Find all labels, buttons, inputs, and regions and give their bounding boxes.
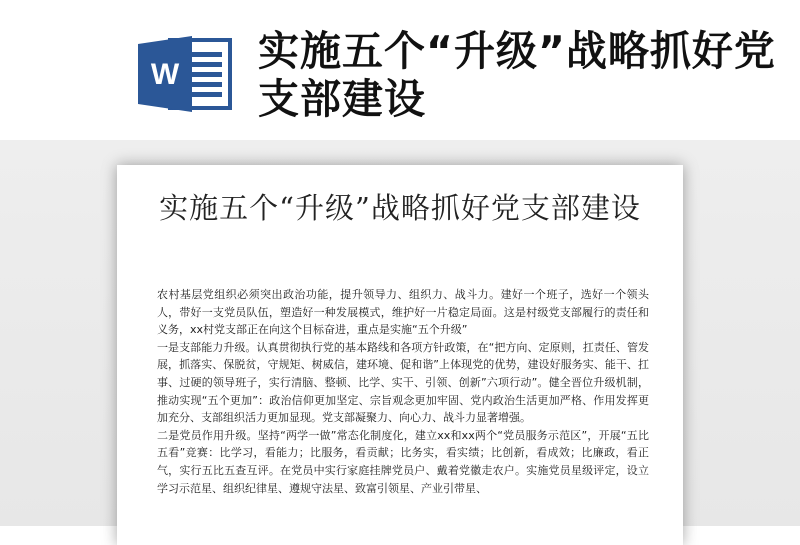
word-icon-letter: W <box>150 58 180 91</box>
paragraph: 二是党员作用升级。坚持“两学一做”常态化制度化，建立xx和xx两个“党员服务示范区”，开展“五比五看”竞赛：比学习，看能力；比服务，看贡献；比务实，看实绩；比创新，看成效；比廉政，看正气，实行五比五查互评。在党员中实行家庭挂牌党员户、戴着党徽走农户。实施党员星级评定，设立学习示范星、组织纪律星、遵规守法星、致富引领星、产业引带星、 <box>157 428 649 495</box>
document-title: 实施五个“升级”战略抓好党支部建设 <box>159 191 641 225</box>
document-body <box>157 286 649 497</box>
paragraph: 一是支部能力升级。认真贯彻执行党的基本路线和各项方针政策，在“把方向、定原则，扛责任、管发展，抓落实、保脱贫，守规矩、树威信，建环境、促和谐”上体现党的优势，建设好服务实、能干、扛事、过硬的领导班子，实行清脑、整顿、比学、实干、引领、创新”六项行动”。健全晋位升级机制，推动实现“五个更加”：政治信仰更加坚定、宗旨观念更加牢固、党内政治生活更加严格、作用发挥更加充分、支部组织活力更加显现。党支部凝聚力、向心力、战斗力显著增强。 <box>157 340 649 425</box>
header-banner <box>0 0 800 140</box>
header-title: 实施五个“升级”战略抓好党支部建设 <box>258 27 776 123</box>
paragraph: 农村基层党组织必须突出政治功能，提升领导力、组织力、战斗力。建好一个班子，选好一个领头人，带好一支党员队伍，塑造好一种发展模式，维护好一片稳定局面。这是村级党支部履行的责任和义务，xx村党支部正在向这个目标奋进，重点是实施“五个升级” <box>157 288 649 337</box>
document-page <box>117 165 683 545</box>
word-icon <box>136 34 236 114</box>
